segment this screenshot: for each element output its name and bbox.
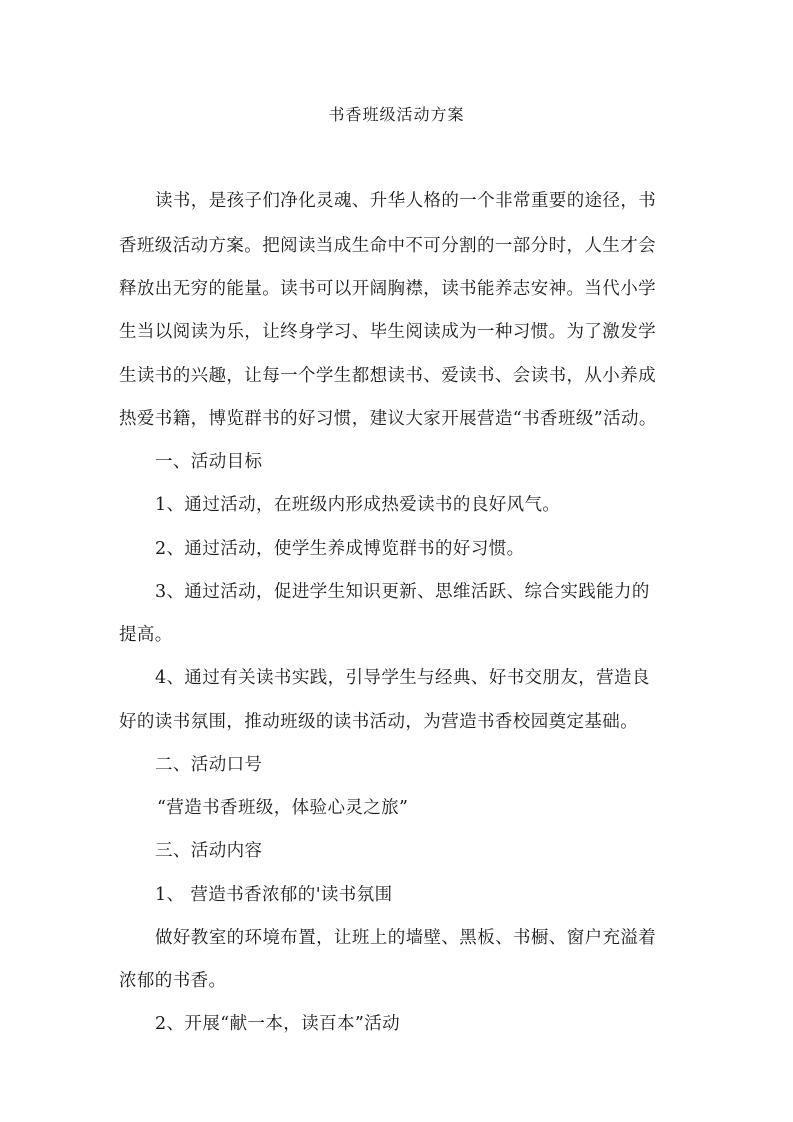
goal-item-3-cont: 提高。	[119, 625, 173, 645]
goal-item-3: 3、通过活动，促进学生知识更新、思维活跃、综合实践能力的	[155, 582, 650, 602]
goal-item-1: 1、通过活动，在班级内形成热爱读书的良好风气。	[155, 495, 561, 515]
slogan-text: “营造书香班级，体验心灵之旅”	[157, 798, 409, 818]
content-item-1: 1、 营造书香浓郁的'读书氛围	[155, 885, 393, 905]
paragraph-line: 浓郁的书香。	[119, 971, 227, 991]
content-item-2: 2、开展“献一本，读百本”活动	[155, 1014, 401, 1034]
paragraph-line: 热爱书籍，博览群书的好习惯，建议大家开展营造“书香班级”活动。	[119, 409, 657, 429]
goal-item-4: 4、通过有关读书实践，引导学生与经典、好书交朋友，营造良	[155, 668, 650, 688]
paragraph-line: 生读书的兴趣，让每一个学生都想读书、爱读书、会读书，从小养成	[119, 366, 656, 386]
goal-item-2: 2、通过活动，使学生养成博览群书的好习惯。	[155, 539, 525, 559]
document-title: 书香班级活动方案	[328, 105, 465, 124]
paragraph-line: 读书，是孩子们净化灵魂、升华人格的一个非常重要的途径，书	[155, 191, 657, 211]
paragraph-line: 香班级活动方案。把阅读当成生命中不可分割的一部分时，人生才会	[119, 236, 656, 256]
section-heading-slogan: 二、活动口号	[155, 755, 263, 775]
section-heading-goals: 一、活动目标	[155, 452, 263, 472]
paragraph-line: 做好教室的环境布置，让班上的墙壁、黑板、书橱、窗户充溢着	[155, 928, 657, 948]
paragraph-line: 释放出无穷的能量。读书可以开阔胸襟，读书能养志安神。当代小学	[119, 279, 656, 299]
paragraph-line: 生当以阅读为乐，让终身学习、毕生阅读成为一种习惯。为了激发学	[119, 322, 656, 342]
goal-item-4-cont: 好的读书氛围，推动班级的读书活动，为营造书香校园奠定基础。	[119, 712, 639, 732]
section-heading-content: 三、活动内容	[155, 841, 263, 861]
